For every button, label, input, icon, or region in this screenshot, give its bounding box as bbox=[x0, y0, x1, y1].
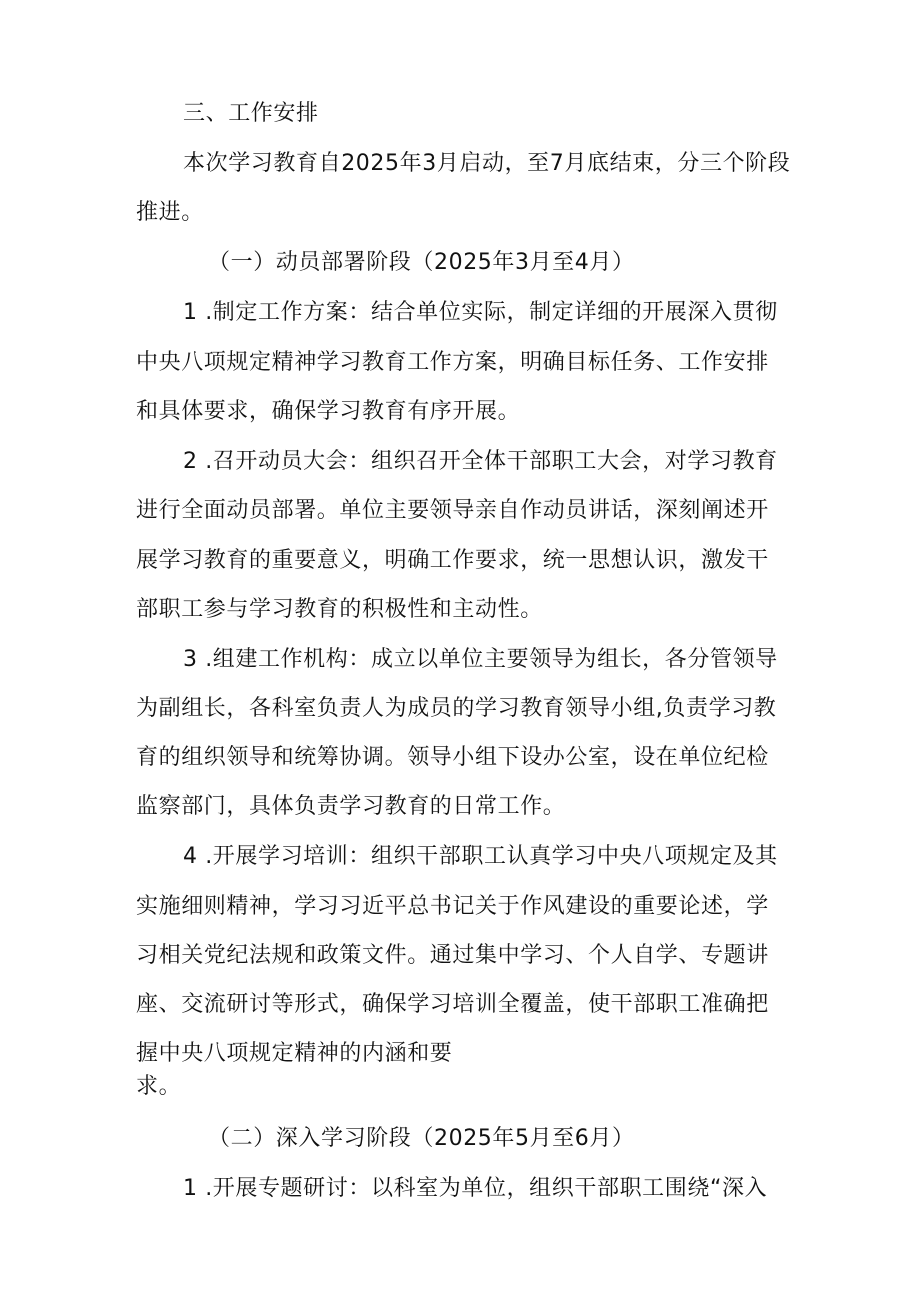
phase1-item2-line4: 部职工参与学习教育的积极性和主动性。 bbox=[136, 597, 543, 622]
phase2-item1-line1: 1 .开展专题研讨：以科室为单位，组织干部职工围绕“深入 bbox=[183, 1176, 768, 1201]
phase1-item3-line4: 监察部门，具体负责学习教育的日常工作。 bbox=[136, 794, 566, 819]
intro-line-2: 推进。 bbox=[136, 200, 204, 225]
phase1-item2-line2: 进行全面动员部署。单位主要领导亲自作动员讲话，深刻阐述开 bbox=[136, 498, 769, 523]
phase1-item2-line1: 2 .召开动员大会：组织召开全体干部职工大会，对学习教育 bbox=[183, 449, 778, 474]
phase1-item2-line3: 展学习教育的重要意义，明确工作要求，统一思想认识，激发干 bbox=[136, 548, 769, 573]
phase1-heading: （一）动员部署阶段（2025年3月至4月） bbox=[208, 250, 635, 275]
phase1-item4-line4: 座、交流研讨等形式，确保学习培训全覆盖，使干部职工准确把 bbox=[136, 992, 769, 1017]
phase1-item4-line2: 实施细则精神，学习习近平总书记关于作风建设的重要论述，学 bbox=[136, 894, 769, 919]
phase1-item1-line3: 和具体要求，确保学习教育有序开展。 bbox=[136, 399, 521, 424]
phase1-item3-line3: 育的组织领导和统筹协调。领导小组下设办公室，设在单位纪检 bbox=[136, 745, 769, 770]
phase1-item1-line2: 中央八项规定精神学习教育工作方案，明确目标任务、工作安排 bbox=[136, 350, 769, 375]
phase1-item4-line3: 习相关党纪法规和政策文件。通过集中学习、个人自学、专题讲 bbox=[136, 943, 769, 968]
phase2-heading: （二）深入学习阶段（2025年5月至6月） bbox=[208, 1126, 635, 1151]
phase1-item4-line6: 求。 bbox=[136, 1074, 182, 1099]
phase1-item1-line1: 1 .制定工作方案：结合单位实际，制定详细的开展深入贯彻 bbox=[183, 300, 778, 325]
intro-line-1: 本次学习教育自2025年3月启动，至7月底结束，分三个阶段 bbox=[183, 151, 791, 176]
phase1-item3-line1: 3 .组建工作机构：成立以单位主要领导为组长，各分管领导 bbox=[183, 647, 778, 672]
phase1-item3-line2: 为副组长，各科室负责人为成员的学习教育领导小组,负责学习教 bbox=[136, 696, 777, 721]
phase1-item4-line5: 握中央八项规定精神的内涵和要 bbox=[136, 1041, 453, 1066]
section-heading: 三、工作安排 bbox=[183, 101, 319, 126]
phase1-item4-line1: 4 .开展学习培训：组织干部职工认真学习中央八项规定及其 bbox=[183, 844, 778, 869]
